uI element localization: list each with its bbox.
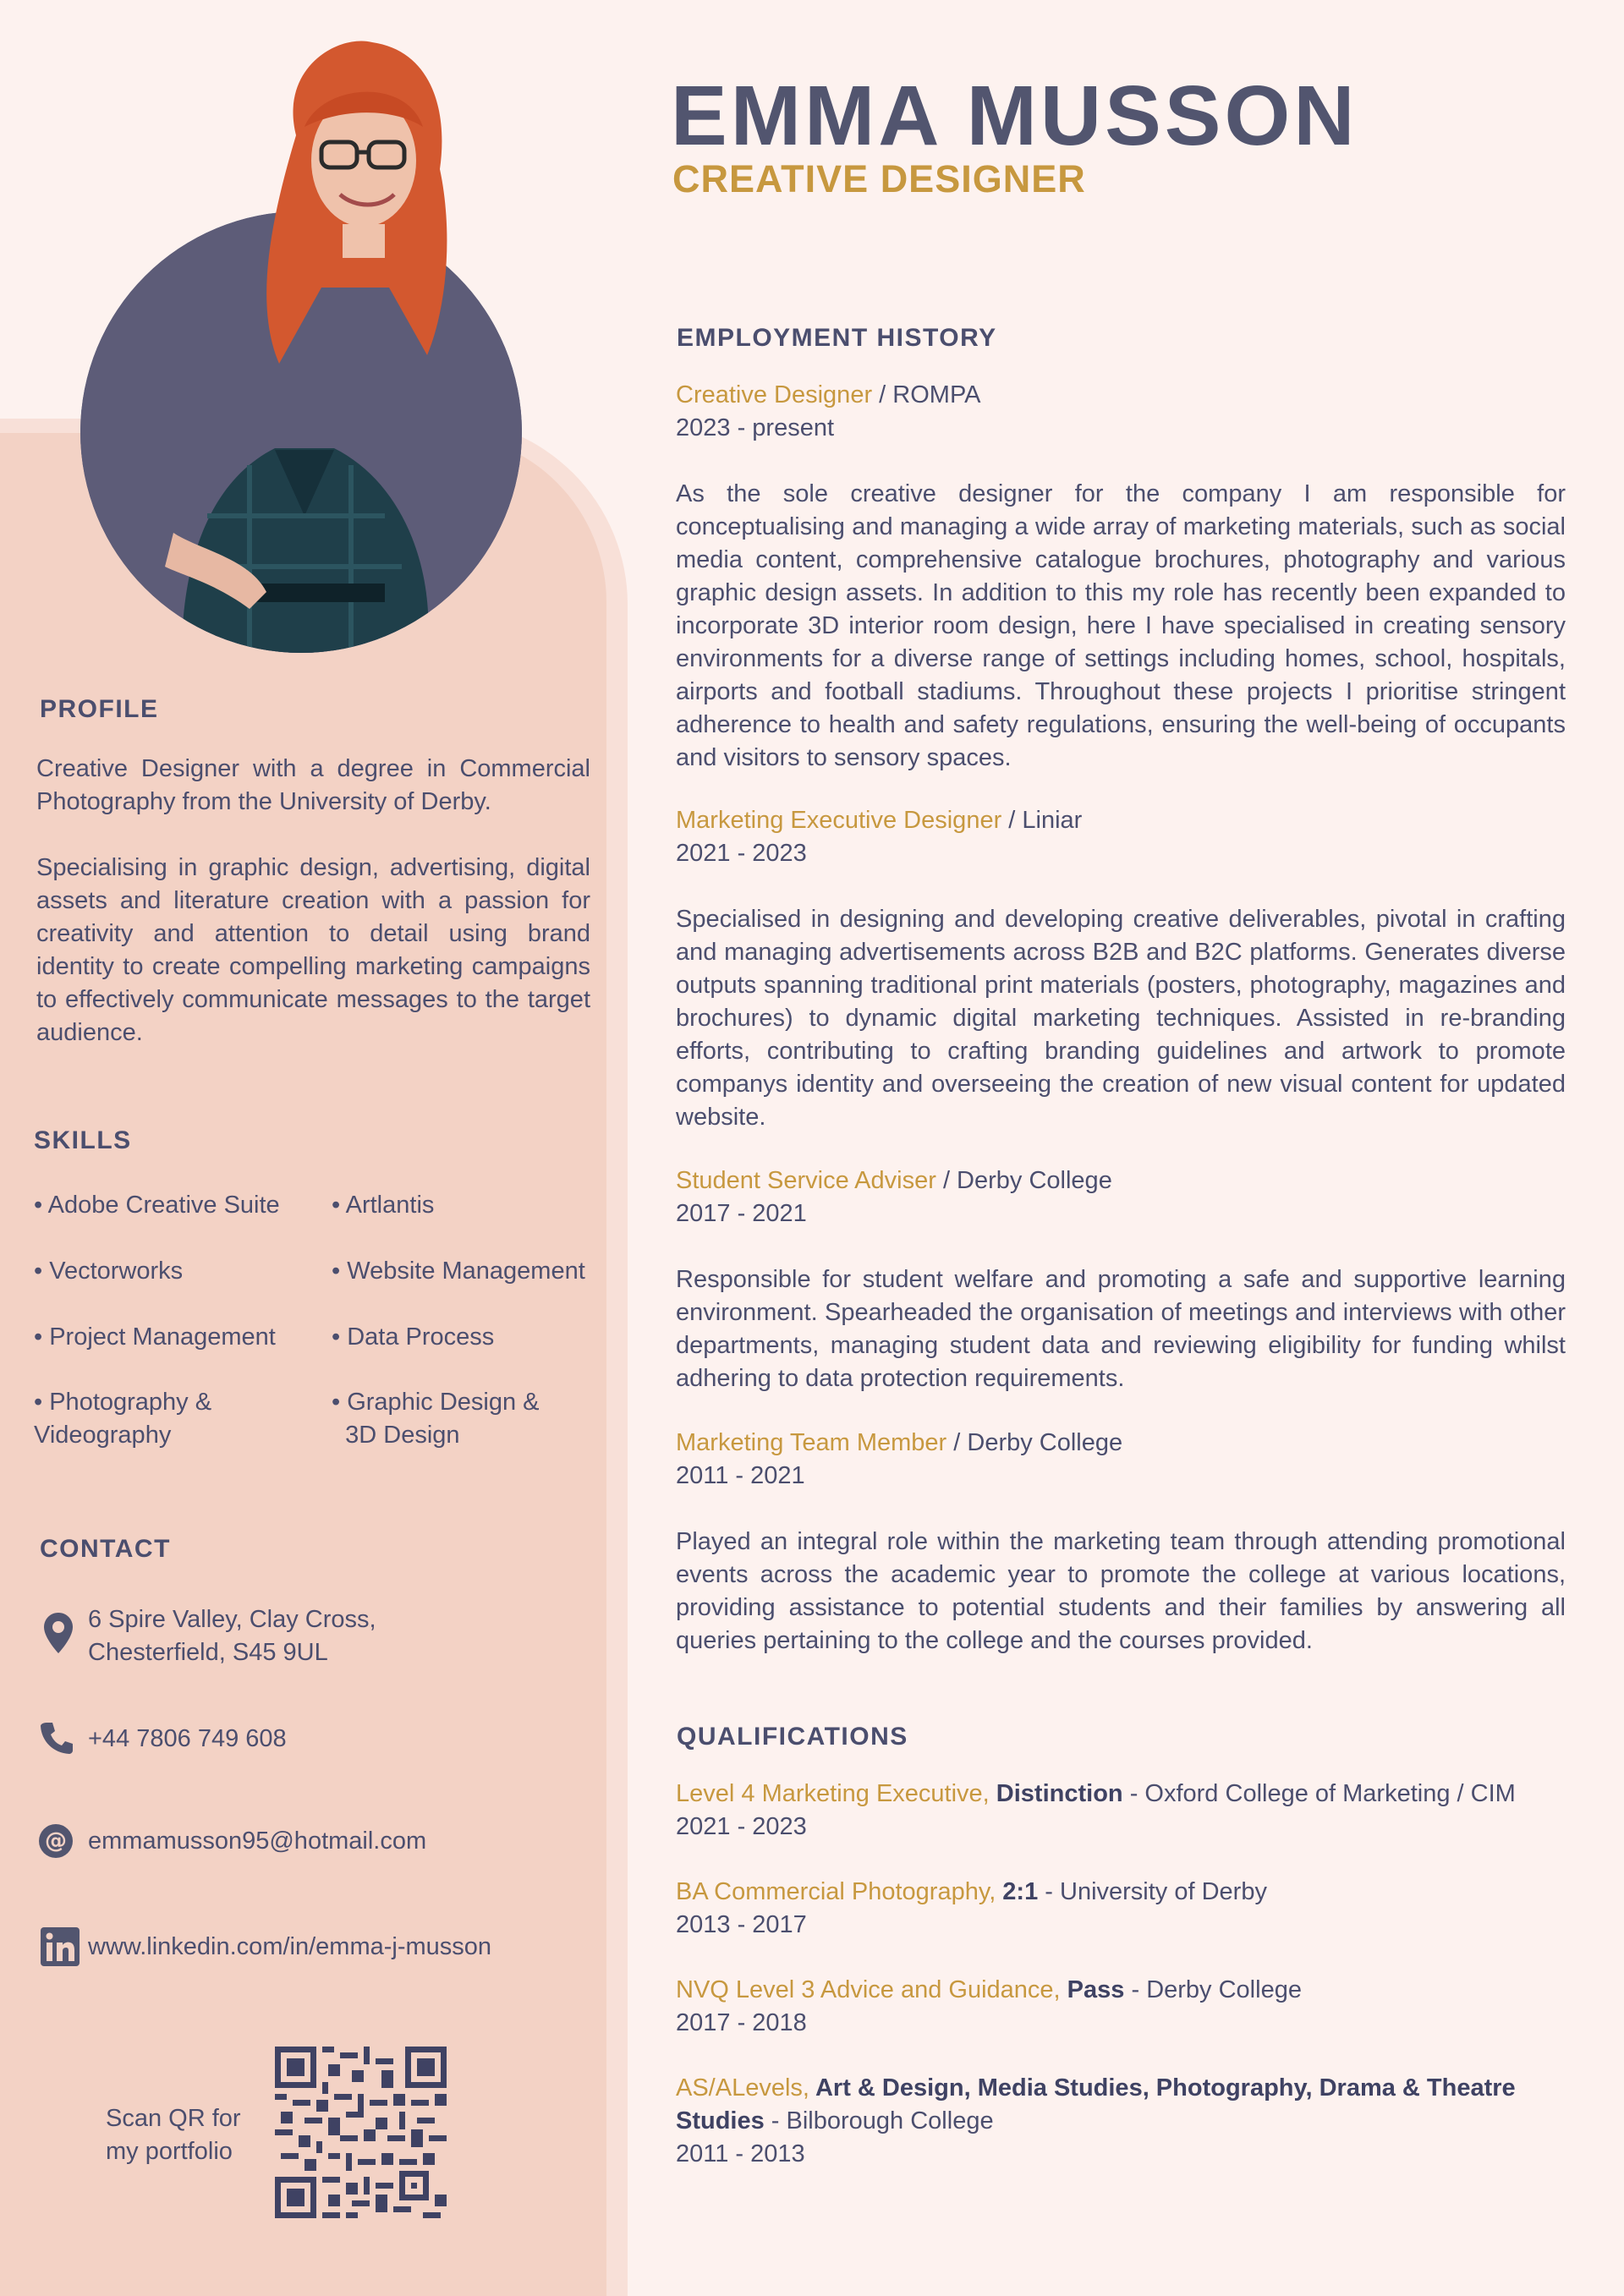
skill-item: • Graphic Design & 3D Design [332, 1389, 540, 1449]
job-dates: 2017 - 2021 [676, 1200, 807, 1227]
job-description: Specialised in designing and developing creative deliverables, pivotal in crafting and managing advertisements across B2B and B2C platforms. Generates diverse outputs spanning traditional print materials (posters, photography, magazines and brochures) to dynamic digital marketing techniques. Assisted in re-branding efforts, contributing to crafting branding guidelines and artwork to promote companys identity and overseeing the creation of new visual content for updated website. [676, 906, 1566, 1131]
candidate-role: CREATIVE DESIGNER [672, 157, 1086, 200]
skills-heading: SKILLS [34, 1126, 132, 1154]
job-dates: 2011 - 2021 [676, 1462, 805, 1489]
skill-item: • Artlantis [332, 1192, 435, 1219]
qualifications-heading: QUALIFICATIONS [677, 1723, 908, 1751]
skill-item: • Project Management [34, 1323, 276, 1351]
qualification-title: NVQ Level 3 Advice and Guidance, Pass - Derby College [676, 1976, 1302, 2003]
qr-caption: Scan QR for my portfolio [106, 2105, 241, 2165]
job-description: As the sole creative designer for the company I am responsible for conceptualising and managing a wide array of marketing materials, such as social media content, comprehensive catalogue brochures, photography and various graphic design assets. In addition to this my role has recently been expanded to incorporate 3D interior room design, here I have specialised in creating sensory environments for a diverse range of settings including homes, school, hospitals, airports and football stadiums. Throughout these projects I prioritise stringent adherence to health and safety regulations, ensuring the well-being of occupants and visitors to sensory spaces. [676, 480, 1566, 771]
job-description: Responsible for student welfare and promoting a safe and supportive learning environment. Spearheaded the organisation of meetings and interviews with other departments, managing student data and reviewing eligibility for funding whilst adhering to data protection requirements. [676, 1266, 1566, 1392]
skill-item: • Vectorworks [34, 1258, 184, 1285]
qualification-dates: 2011 - 2013 [676, 2140, 805, 2167]
job-dates: 2021 - 2023 [676, 840, 807, 867]
profile-heading: PROFILE [40, 695, 159, 723]
at-sign-icon [38, 1823, 74, 1859]
phone-icon [40, 1721, 74, 1755]
address: 6 Spire Valley, Clay Cross, Chesterfield, S45 9UL [88, 1606, 376, 1666]
qualification-title: BA Commercial Photography, 2:1 - University of Derby [676, 1878, 1267, 1905]
profile-paragraph-2: Specialising in graphic design, advertising, digital assets and literature creation with a passion for creativity and attention to detail using brand identity to create compelling marketing campaigns to effectively communicate messages to the target audience. [36, 854, 590, 1046]
skill-item: • Data Process [332, 1323, 495, 1351]
job-dates: 2023 - present [676, 414, 835, 441]
location-pin-icon [42, 1611, 74, 1655]
phone-number[interactable]: +44 7806 749 608 [88, 1725, 287, 1752]
qualification-title: AS/ALevels, Art & Design, Media Studies, Photography, Drama & Theatre Studies - Bilborough College [676, 2074, 1516, 2134]
qr-code[interactable] [275, 2047, 447, 2218]
skill-item: • Photography & Videography [34, 1389, 212, 1449]
email-address[interactable]: emmamusson95@hotmail.com [88, 1827, 427, 1855]
contact-heading: CONTACT [40, 1535, 171, 1563]
job-title: Marketing Executive Designer / Liniar [676, 807, 1083, 834]
svg-text:@: @ [45, 1828, 67, 1854]
candidate-name: EMMA MUSSON [671, 68, 1358, 163]
linkedin-icon [40, 1926, 80, 1967]
job-title: Marketing Team Member / Derby College [676, 1429, 1123, 1456]
job-title: Creative Designer / ROMPA [676, 381, 981, 408]
qualification-dates: 2021 - 2023 [676, 1813, 807, 1840]
employment-heading: EMPLOYMENT HISTORY [677, 324, 997, 352]
linkedin-url[interactable]: www.linkedin.com/in/emma-j-musson [88, 1933, 492, 1960]
profile-photo-head [245, 34, 465, 389]
qualification-title: Level 4 Marketing Executive, Distinction - Oxford College of Marketing / CIM [676, 1780, 1516, 1807]
profile-paragraph-1: Creative Designer with a degree in Commercial Photography from the University of Derby. [36, 755, 590, 815]
job-title: Student Service Adviser / Derby College [676, 1167, 1112, 1194]
job-description: Played an integral role within the marketing team through attending promotional events across the academic year to promote the college at various locations, providing assistance to potential students and their families by answering all queries pertaining to the college and the courses provided. [676, 1528, 1566, 1654]
qualification-dates: 2017 - 2018 [676, 2009, 807, 2036]
qualification-dates: 2013 - 2017 [676, 1911, 807, 1938]
skill-item: • Website Management [332, 1258, 585, 1285]
skill-item: • Adobe Creative Suite [34, 1192, 280, 1219]
